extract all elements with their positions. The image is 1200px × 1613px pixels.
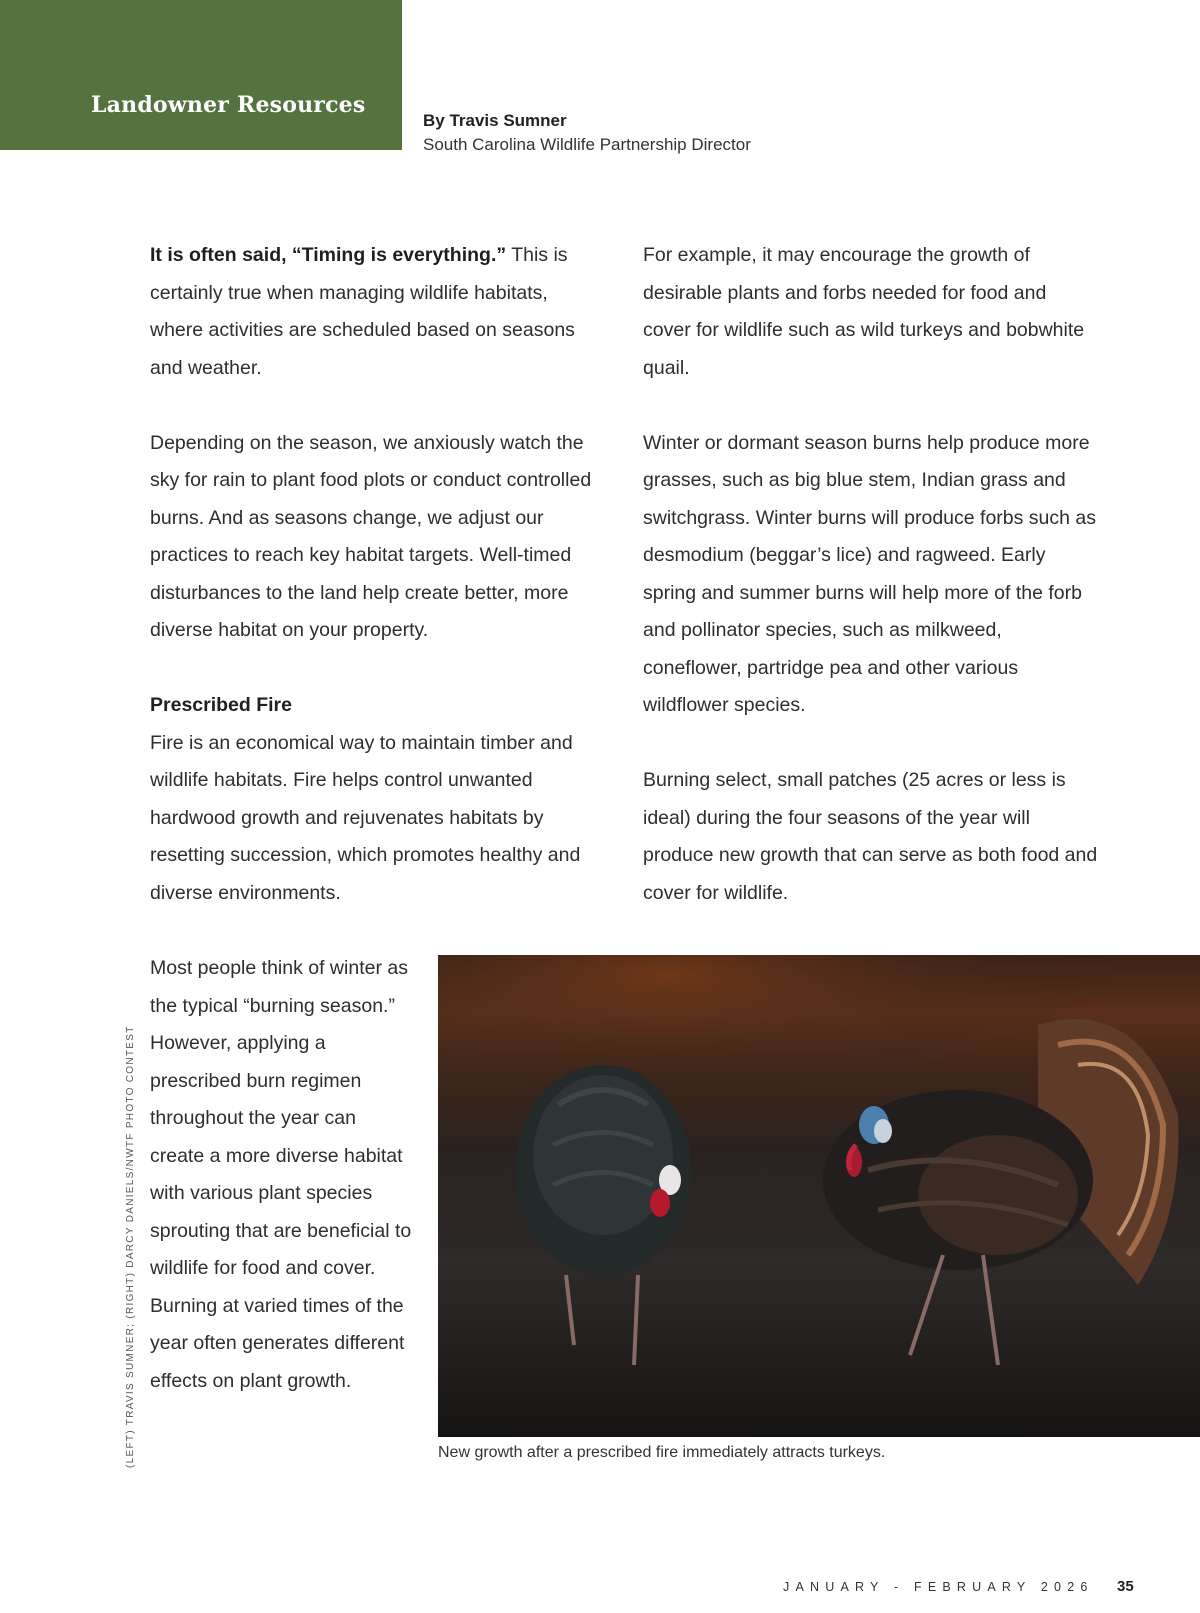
author-name: By Travis Sumner xyxy=(423,111,567,130)
photo-credit: (LEFT) TRAVIS SUMNER; (RIGHT) DARCY DANIELS/NWTF PHOTO CONTEST xyxy=(125,1025,136,1468)
burning-season-paragraph: Most people think of winter as the typical “burning season.” However, applying a prescribed burn regimen throughout the year can create a more diverse habitat with various plant species sprouting that are beneficial to wildlife for food and cover. Burning at varied times of the year often generates different effects on plant growth. xyxy=(150,957,412,1392)
intro-paragraph xyxy=(150,237,605,387)
section-header-tab xyxy=(0,0,402,150)
example-paragraph: For example, it may encourage the growth of desirable plants and forbs needed for food and cover for wildlife such as wild turkeys and bobwhite quail. xyxy=(643,244,1085,379)
article-right-column xyxy=(643,237,1098,912)
photo-caption: New growth after a prescribed fire immediately attracts turkeys. xyxy=(438,1444,886,1461)
article-left-column xyxy=(150,237,605,912)
subheading-prescribed-fire: Prescribed Fire xyxy=(150,694,292,716)
turkey-photo xyxy=(438,955,1200,1437)
issue-date: JANUARY - FEBRUARY 2026 xyxy=(783,1580,1094,1594)
author-title: South Carolina Wildlife Partnership Director xyxy=(423,135,751,154)
burn-seasons-paragraph: Winter or dormant season burns help produce more grasses, such as big blue stem, Indian grass and switchgrass. Winter burns will produce forbs such as desmodium (beggar’s lice) and ragweed. Early spring and summer burns will help more of the forb and pollinator species, such as milkweed, coneflower, partridge pea and other various wildflower species. xyxy=(643,431,1097,716)
intro-rest: This is certainly true when managing wildlife habitats, where activities are scheduled based on seasons and weather. xyxy=(150,244,575,379)
byline xyxy=(423,109,751,157)
season-paragraph: Depending on the season, we anxiously watch the sky for rain to plant food plots or conduct controlled burns. And as seasons change, we adjust our practices to reach key habitat targets. Well-timed disturbances to the land help create better, more diverse habitat on your property. xyxy=(150,431,592,641)
article-narrow-column xyxy=(150,950,415,1400)
small-patches-paragraph: Burning select, small patches (25 acres or less is ideal) during the four seasons of the year will produce new growth that can serve as both food and cover for wildlife. xyxy=(643,769,1098,904)
section-title: Landowner Resources xyxy=(91,92,366,118)
page-number: 35 xyxy=(1117,1578,1134,1595)
intro-lead: It is often said, “Timing is everything.” xyxy=(150,244,507,266)
fire-paragraph: Fire is an economical way to maintain timber and wildlife habitats. Fire helps control unwanted hardwood growth and rejuvenates habitats by resetting succession, which promotes healthy and diverse environments. xyxy=(150,731,581,904)
